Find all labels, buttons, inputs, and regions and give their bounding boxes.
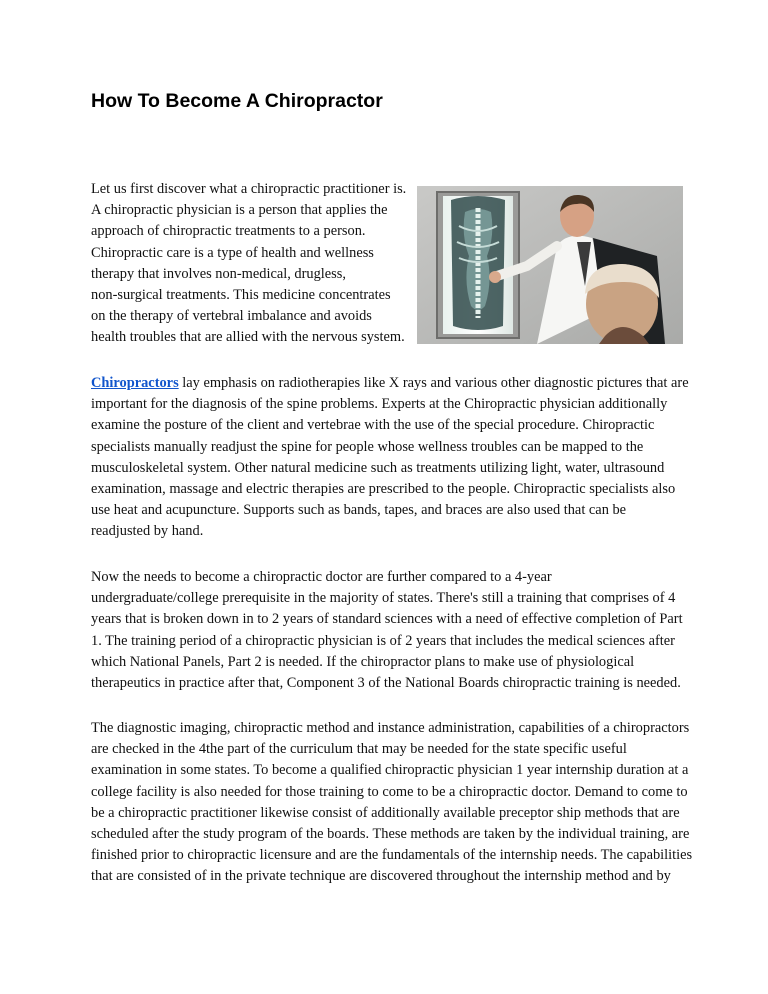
text-line: examination in some states. To become a qualified chiropractic physician 1 year internship duration at a	[91, 762, 689, 779]
text-line: be a chiropractic practitioner likewise consist of additionally available preceptor ship methods that are	[91, 804, 680, 821]
text-line: A chiropractic physician is a person that applies the	[91, 202, 388, 219]
text-line: Chiropractic care is a type of health and wellness	[91, 244, 374, 261]
text-line: which National Panels, Part 2 is needed. If the chiropractor plans to make use of physiological	[91, 653, 635, 670]
text-line: important for the diagnosis of the spine problems. Experts at the Chiropractic physician additionally	[91, 396, 668, 413]
text-line: 1. The training period of a chiropractic physician is of 2 years that includes the medical sciences after	[91, 632, 675, 649]
text-line: examine the posture of the client and vertebrae with the use of the special procedure. Chiropractic	[91, 417, 655, 434]
text-line: college facility is also needed for those training to come to be a chiropractic doctor. Demand to come to	[91, 783, 688, 800]
text-line: scheduled after the study program of the boards. These methods are taken by the individual training, are	[91, 826, 690, 843]
requirements-paragraph	[91, 567, 731, 694]
page-title: How To Become A Chiropractor	[91, 90, 383, 112]
text-line: years that is broken down in to 2 years of standard sciences with a need of effective completion of Part	[91, 611, 683, 628]
text-line: musculoskeletal system. Other natural medicine such as treatments utilizing light, water, ultrasound	[91, 459, 665, 476]
text-line: undergraduate/college prerequisite in the majority of states. There's still a training that comprises of 4	[91, 590, 676, 607]
text-line: non-surgical treatments. This medicine concentrates	[91, 287, 391, 304]
text-line: therapy that involves non-medical, drugless,	[91, 265, 346, 282]
intro-paragraph	[91, 179, 406, 349]
chiropractor-xray-photo	[417, 186, 683, 344]
text-line: readjusted by hand.	[91, 523, 204, 540]
text-line: Let us first discover what a chiropractic practitioner is.	[91, 181, 407, 197]
text-line	[91, 373, 731, 394]
text-line: on the therapy of vertebral imbalance and avoids	[91, 308, 372, 325]
chiropractors-paragraph	[91, 373, 731, 543]
text-line: approach of chiropractic treatments to a person.	[91, 223, 366, 240]
text-line: finished prior to chiropractic licensure and are the fundamentals of the internship needs. The capabilities	[91, 847, 693, 864]
text-line: examination, massage and electric therapies are prescribed to the people. Chiropractic specialists also	[91, 481, 676, 498]
text-run: lay emphasis on radiotherapies like X rays and various other diagnostic pictures that are	[178, 375, 689, 391]
text-line: are checked in the 4the part of the curriculum that may be needed for the state specific useful	[91, 741, 627, 758]
chiropractors-link[interactable]: Chiropractors	[91, 375, 179, 391]
text-line: Now the needs to become a chiropractic doctor are further compared to a 4-year	[91, 569, 552, 585]
text-line: that are consisted of in the private technique are discovered throughout the internship method and by	[91, 868, 671, 885]
diagnostic-paragraph	[91, 718, 731, 888]
text-line: use heat and acupuncture. Supports such as bands, tapes, and braces are also used that can be	[91, 502, 627, 519]
text-line: health troubles that are allied with the nervous system.	[91, 329, 405, 346]
text-line: specialists manually readjust the spine for people whose wellness troubles can be mapped to the	[91, 438, 644, 455]
text-line: therapeutics in practice after that, Component 3 of the National Boards chiropractic training is needed.	[91, 675, 681, 692]
text-line: The diagnostic imaging, chiropractic method and instance administration, capabilities of a chiropractors	[91, 720, 690, 736]
